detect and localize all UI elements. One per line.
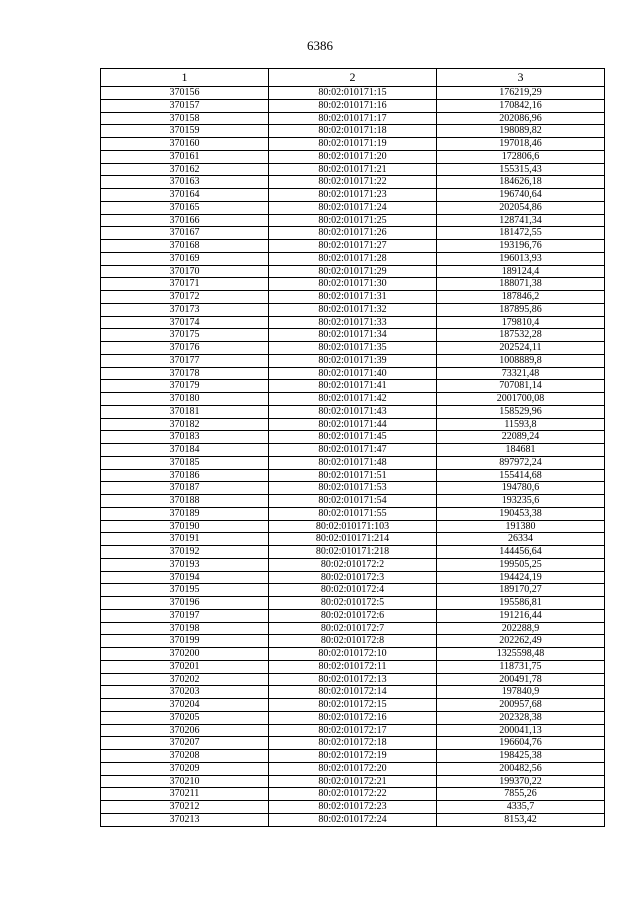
value-cell: 200957,68 [437,699,605,712]
cadastral-number-cell: 80:02:010172:11 [269,660,437,673]
cadastral-number-cell: 80:02:010172:8 [269,635,437,648]
cadastral-number-cell: 80:02:010171:28 [269,252,437,265]
row-number-cell: 370171 [101,278,269,291]
row-number-cell: 370162 [101,163,269,176]
table-row [101,507,605,520]
value-cell: 7855,26 [437,788,605,801]
column-header-1: 1 [101,69,269,87]
cadastral-number-cell: 80:02:010172:19 [269,750,437,763]
table-row [101,686,605,699]
row-number-cell: 370186 [101,469,269,482]
row-number-cell: 370188 [101,495,269,508]
table-row [101,99,605,112]
value-cell: 144456,64 [437,546,605,559]
row-number-cell: 370168 [101,240,269,253]
row-number-cell: 370177 [101,354,269,367]
value-cell: 202288,9 [437,622,605,635]
table-row [101,163,605,176]
value-cell: 128741,34 [437,214,605,227]
cadastral-number-cell: 80:02:010172:6 [269,609,437,622]
value-cell: 197018,46 [437,138,605,151]
value-cell: 194424,19 [437,571,605,584]
table-row [101,418,605,431]
row-number-cell: 370167 [101,227,269,240]
table-row [101,699,605,712]
value-cell: 191216,44 [437,609,605,622]
cadastral-number-cell: 80:02:010172:20 [269,762,437,775]
table-body [101,87,605,827]
cadastral-number-cell: 80:02:010172:21 [269,775,437,788]
cadastral-number-cell: 80:02:010171:29 [269,265,437,278]
table-header [101,69,605,87]
value-cell: 172806,6 [437,150,605,163]
table-row [101,737,605,750]
table-row [101,558,605,571]
row-number-cell: 370159 [101,125,269,138]
cadastral-number-cell: 80:02:010172:3 [269,571,437,584]
row-number-cell: 370194 [101,571,269,584]
table-row [101,189,605,202]
cadastral-number-cell: 80:02:010171:31 [269,291,437,304]
cadastral-number-cell: 80:02:010171:24 [269,201,437,214]
table-row [101,303,605,316]
table-row [101,87,605,100]
row-number-cell: 370213 [101,813,269,826]
value-cell: 26334 [437,533,605,546]
table-row [101,227,605,240]
cadastral-number-cell: 80:02:010172:17 [269,724,437,737]
table-row [101,354,605,367]
value-cell: 202524,11 [437,342,605,355]
table-row [101,456,605,469]
table-row [101,431,605,444]
value-cell: 196013,93 [437,252,605,265]
cadastral-number-cell: 80:02:010171:27 [269,240,437,253]
cadastral-number-cell: 80:02:010171:218 [269,546,437,559]
row-number-cell: 370198 [101,622,269,635]
row-number-cell: 370156 [101,87,269,100]
table-row [101,138,605,151]
value-cell: 897972,24 [437,456,605,469]
table-row [101,329,605,342]
table-row [101,813,605,826]
table-row [101,240,605,253]
row-number-cell: 370210 [101,775,269,788]
cadastral-number-cell: 80:02:010171:21 [269,163,437,176]
header-row [101,69,605,87]
value-cell: 189124,4 [437,265,605,278]
table-row [101,546,605,559]
cadastral-number-cell: 80:02:010172:24 [269,813,437,826]
table-row [101,788,605,801]
data-table [100,68,605,827]
value-cell: 11593,8 [437,418,605,431]
value-cell: 196740,64 [437,189,605,202]
cadastral-number-cell: 80:02:010172:22 [269,788,437,801]
value-cell: 191380 [437,520,605,533]
table-row [101,393,605,406]
row-number-cell: 370181 [101,405,269,418]
table-row [101,635,605,648]
value-cell: 184626,18 [437,176,605,189]
cadastral-number-cell: 80:02:010171:53 [269,482,437,495]
cadastral-number-cell: 80:02:010171:48 [269,456,437,469]
value-cell: 202262,49 [437,635,605,648]
cadastral-number-cell: 80:02:010172:15 [269,699,437,712]
table-row [101,252,605,265]
cadastral-number-cell: 80:02:010171:42 [269,393,437,406]
value-cell: 2001700,08 [437,393,605,406]
value-cell: 4335,7 [437,801,605,814]
value-cell: 199370,22 [437,775,605,788]
cadastral-number-cell: 80:02:010171:41 [269,380,437,393]
value-cell: 187895,86 [437,303,605,316]
row-number-cell: 370179 [101,380,269,393]
table-row [101,405,605,418]
value-cell: 200041,13 [437,724,605,737]
row-number-cell: 370191 [101,533,269,546]
row-number-cell: 370197 [101,609,269,622]
value-cell: 193196,76 [437,240,605,253]
cadastral-number-cell: 80:02:010172:2 [269,558,437,571]
value-cell: 1325598,48 [437,648,605,661]
row-number-cell: 370202 [101,673,269,686]
value-cell: 155414,68 [437,469,605,482]
row-number-cell: 370205 [101,711,269,724]
row-number-cell: 370204 [101,699,269,712]
row-number-cell: 370199 [101,635,269,648]
row-number-cell: 370158 [101,112,269,125]
row-number-cell: 370180 [101,393,269,406]
value-cell: 195586,81 [437,597,605,610]
row-number-cell: 370208 [101,750,269,763]
cadastral-number-cell: 80:02:010171:16 [269,99,437,112]
table-row [101,265,605,278]
value-cell: 194780,6 [437,482,605,495]
row-number-cell: 370160 [101,138,269,151]
table-row [101,609,605,622]
table-row [101,775,605,788]
table-row [101,750,605,763]
cadastral-number-cell: 80:02:010171:20 [269,150,437,163]
value-cell: 197840,9 [437,686,605,699]
value-cell: 8153,42 [437,813,605,826]
value-cell: 170842,16 [437,99,605,112]
row-number-cell: 370190 [101,520,269,533]
row-number-cell: 370157 [101,99,269,112]
value-cell: 707081,14 [437,380,605,393]
cadastral-number-cell: 80:02:010171:51 [269,469,437,482]
cadastral-number-cell: 80:02:010171:25 [269,214,437,227]
value-cell: 188071,38 [437,278,605,291]
row-number-cell: 370211 [101,788,269,801]
table-row [101,367,605,380]
row-number-cell: 370174 [101,316,269,329]
table-row [101,724,605,737]
table-row [101,278,605,291]
table-row [101,571,605,584]
row-number-cell: 370175 [101,329,269,342]
column-header-3: 3 [437,69,605,87]
row-number-cell: 370169 [101,252,269,265]
row-number-cell: 370206 [101,724,269,737]
cadastral-number-cell: 80:02:010171:18 [269,125,437,138]
row-number-cell: 370176 [101,342,269,355]
value-cell: 187846,2 [437,291,605,304]
row-number-cell: 370184 [101,444,269,457]
page-number: 6386 [307,38,333,53]
table-row [101,291,605,304]
row-number-cell: 370192 [101,546,269,559]
row-number-cell: 370189 [101,507,269,520]
value-cell: 200491,78 [437,673,605,686]
table-row [101,214,605,227]
value-cell: 176219,29 [437,87,605,100]
table-row [101,622,605,635]
value-cell: 73321,48 [437,367,605,380]
cadastral-number-cell: 80:02:010172:4 [269,584,437,597]
cadastral-number-cell: 80:02:010171:17 [269,112,437,125]
row-number-cell: 370182 [101,418,269,431]
cadastral-number-cell: 80:02:010171:47 [269,444,437,457]
row-number-cell: 370187 [101,482,269,495]
table-row [101,533,605,546]
cadastral-number-cell: 80:02:010171:54 [269,495,437,508]
table-row [101,648,605,661]
row-number-cell: 370165 [101,201,269,214]
value-cell: 193235,6 [437,495,605,508]
cadastral-number-cell: 80:02:010171:26 [269,227,437,240]
value-cell: 200482,56 [437,762,605,775]
table-row [101,801,605,814]
cadastral-number-cell: 80:02:010171:214 [269,533,437,546]
table-row [101,762,605,775]
cadastral-number-cell: 80:02:010172:23 [269,801,437,814]
table-row [101,711,605,724]
table-row [101,125,605,138]
table-row [101,673,605,686]
table-row [101,495,605,508]
table-row [101,482,605,495]
table-row [101,444,605,457]
row-number-cell: 370178 [101,367,269,380]
table-row [101,201,605,214]
row-number-cell: 370200 [101,648,269,661]
table-row [101,597,605,610]
row-number-cell: 370195 [101,584,269,597]
value-cell: 187532,28 [437,329,605,342]
cadastral-number-cell: 80:02:010171:34 [269,329,437,342]
row-number-cell: 370209 [101,762,269,775]
cadastral-number-cell: 80:02:010171:103 [269,520,437,533]
cadastral-number-cell: 80:02:010171:35 [269,342,437,355]
column-header-2: 2 [269,69,437,87]
row-number-cell: 370166 [101,214,269,227]
cadastral-number-cell: 80:02:010171:40 [269,367,437,380]
table-row [101,112,605,125]
row-number-cell: 370193 [101,558,269,571]
value-cell: 118731,75 [437,660,605,673]
cadastral-number-cell: 80:02:010171:43 [269,405,437,418]
cadastral-number-cell: 80:02:010171:44 [269,418,437,431]
cadastral-number-cell: 80:02:010172:18 [269,737,437,750]
table-row [101,380,605,393]
value-cell: 202054,86 [437,201,605,214]
value-cell: 199505,25 [437,558,605,571]
cadastral-number-cell: 80:02:010171:45 [269,431,437,444]
cadastral-number-cell: 80:02:010171:39 [269,354,437,367]
table-row [101,584,605,597]
cadastral-number-cell: 80:02:010171:23 [269,189,437,202]
cadastral-number-cell: 80:02:010171:19 [269,138,437,151]
row-number-cell: 370163 [101,176,269,189]
table-row [101,660,605,673]
cadastral-number-cell: 80:02:010171:30 [269,278,437,291]
row-number-cell: 370212 [101,801,269,814]
value-cell: 202328,38 [437,711,605,724]
cadastral-number-cell: 80:02:010172:10 [269,648,437,661]
row-number-cell: 370185 [101,456,269,469]
value-cell: 189170,27 [437,584,605,597]
value-cell: 155315,43 [437,163,605,176]
value-cell: 1008889,8 [437,354,605,367]
table-row [101,176,605,189]
cadastral-number-cell: 80:02:010171:15 [269,87,437,100]
value-cell: 202086,96 [437,112,605,125]
cadastral-number-cell: 80:02:010171:55 [269,507,437,520]
cadastral-number-cell: 80:02:010171:32 [269,303,437,316]
value-cell: 22089,24 [437,431,605,444]
row-number-cell: 370164 [101,189,269,202]
row-number-cell: 370201 [101,660,269,673]
value-cell: 181472,55 [437,227,605,240]
row-number-cell: 370170 [101,265,269,278]
row-number-cell: 370207 [101,737,269,750]
cadastral-number-cell: 80:02:010171:33 [269,316,437,329]
table-row [101,316,605,329]
value-cell: 190453,38 [437,507,605,520]
cadastral-number-cell: 80:02:010172:13 [269,673,437,686]
value-cell: 158529,96 [437,405,605,418]
table-row [101,520,605,533]
value-cell: 196604,76 [437,737,605,750]
table-row [101,469,605,482]
cadastral-number-cell: 80:02:010172:5 [269,597,437,610]
value-cell: 198089,82 [437,125,605,138]
table-row [101,150,605,163]
cadastral-number-cell: 80:02:010172:16 [269,711,437,724]
cadastral-number-cell: 80:02:010172:14 [269,686,437,699]
value-cell: 198425,38 [437,750,605,763]
row-number-cell: 370172 [101,291,269,304]
row-number-cell: 370161 [101,150,269,163]
value-cell: 179810,4 [437,316,605,329]
cadastral-number-cell: 80:02:010172:7 [269,622,437,635]
row-number-cell: 370173 [101,303,269,316]
row-number-cell: 370196 [101,597,269,610]
table-row [101,342,605,355]
cadastral-number-cell: 80:02:010171:22 [269,176,437,189]
row-number-cell: 370183 [101,431,269,444]
value-cell: 184681 [437,444,605,457]
row-number-cell: 370203 [101,686,269,699]
